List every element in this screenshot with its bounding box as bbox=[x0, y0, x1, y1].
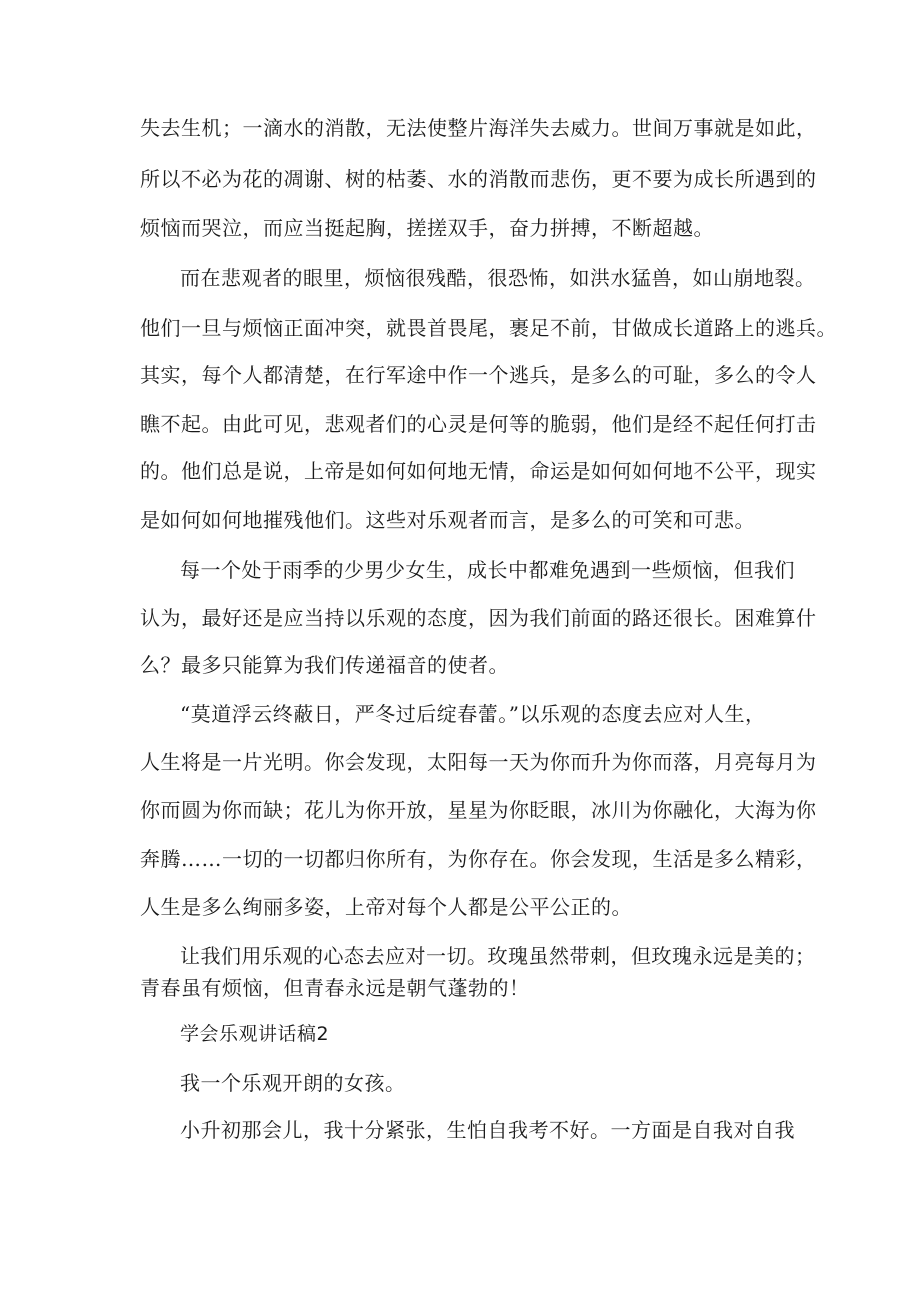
text-line: 让我们用乐观的心态去应对一切。玫瑰虽然带刺，但玫瑰永远是美的； bbox=[180, 944, 816, 968]
text-line: 你而圆为你而缺；花儿为你开放，星星为你眨眼，冰川为你融化，大海为你 bbox=[140, 798, 817, 822]
text-line: 其实，每个人都清楚，在行军途中作一个逃兵，是多么的可耻，多么的令人 bbox=[140, 363, 817, 387]
text-line: 他们一旦与烦恼正面冲突，就畏首畏尾，裹足不前，甘做成长道路上的逃兵。 bbox=[140, 316, 837, 340]
text-line: 而在悲观者的眼里，烦恼很残酷，很恐怖，如洪水猛兽，如山崩地裂。 bbox=[180, 266, 816, 290]
text-line: 的。他们总是说，上帝是如何如何地无情，命运是如何如何地不公平，现实 bbox=[140, 459, 817, 483]
text-line: 人生将是一片光明。你会发现，太阳每一天为你而升为你而落，月亮每月为 bbox=[140, 750, 817, 774]
text-line: 人生是多么绚丽多姿，上帝对每个人都是公平公正的。 bbox=[140, 895, 632, 919]
text-line: “莫道浮云终蔽日，严冬过后绽春蕾。”以乐观的态度去应对人生， bbox=[180, 702, 766, 726]
text-line: 是如何如何地摧残他们。这些对乐观者而言，是多么的可笑和可悲。 bbox=[140, 508, 755, 532]
text-line: 烦恼而哭泣，而应当挺起胸，搓搓双手，奋力拼搏，不断超越。 bbox=[140, 216, 714, 240]
text-line: 认为，最好还是应当持以乐观的态度，因为我们前面的路还很长。困难算什 bbox=[140, 606, 817, 630]
text-line: 我一个乐观开朗的女孩。 bbox=[180, 1071, 406, 1095]
text-line: 失去生机；一滴水的消散，无法使整片海洋失去威力。世间万事就是如此， bbox=[140, 116, 817, 140]
text-line: 么？最多只能算为我们传递福音的使者。 bbox=[140, 653, 509, 677]
text-line: 瞧不起。由此可见，悲观者们的心灵是何等的脆弱，他们是经不起任何打击 bbox=[140, 412, 817, 436]
text-line: 所以不必为花的凋谢、树的枯萎、水的消散而悲伤，更不要为成长所遇到的 bbox=[140, 167, 817, 191]
text-line: 每一个处于雨季的少男少女生，成长中都难免遇到一些烦恼，但我们 bbox=[180, 558, 795, 582]
section-heading: 学会乐观讲话稿2 bbox=[180, 1023, 330, 1045]
text-line: 奔腾……一切的一切都归你所有，为你存在。你会发现，生活是多么精彩， bbox=[140, 847, 817, 871]
text-line: 小升初那会儿，我十分紧张，生怕自我考不好。一方面是自我对自我 bbox=[180, 1118, 795, 1142]
text-line: 青春虽有烦恼，但青春永远是朝气蓬勃的！ bbox=[140, 976, 530, 1000]
